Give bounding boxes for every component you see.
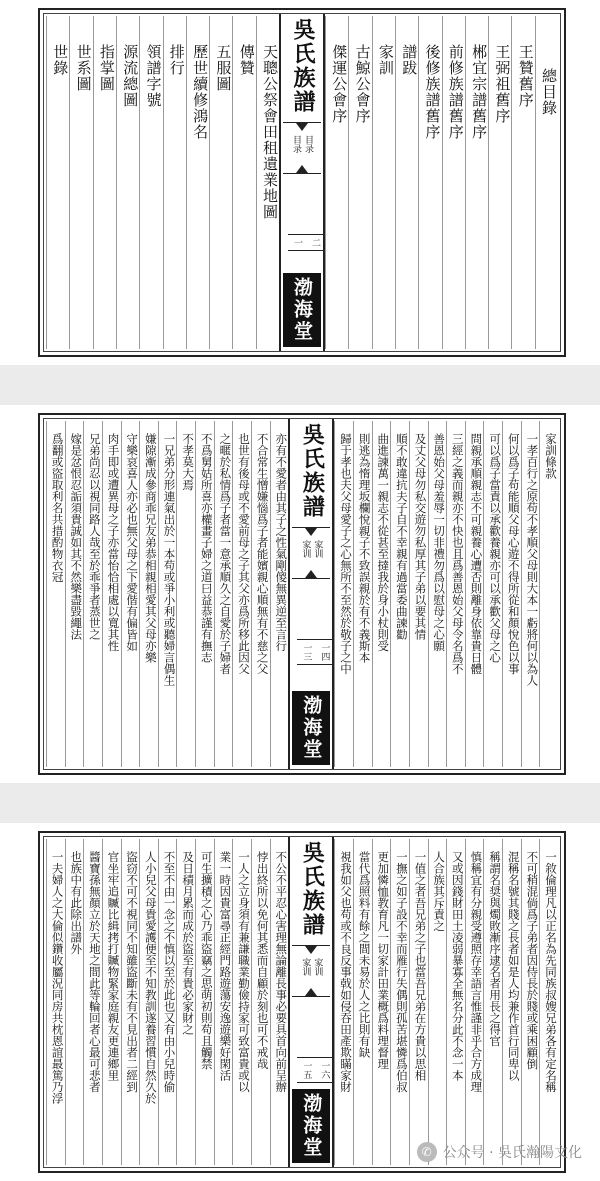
text-column [465, 421, 484, 767]
text-column [158, 421, 177, 767]
column-text: 三經之義而親亦不快也且爲善恩始父母令名爲不 [450, 433, 465, 675]
column-text: 領譜字號 [144, 44, 163, 108]
column-text: 何以爲子苟能順父母心遊不得所從和顏悅色以事 [506, 433, 521, 675]
text-column [139, 839, 158, 1165]
column-text: 也世有後母或不愛前母之子其父亦爲所移此因父 [237, 433, 252, 675]
text-column [418, 16, 441, 349]
column-text: 世錄 [51, 44, 70, 76]
column-text: 歸于孝也夫父母愛子之心無所不至然於敬子之中 [338, 433, 353, 675]
page-border [38, 8, 566, 357]
page-border [38, 413, 566, 775]
column-text: 指掌圖 [97, 44, 116, 92]
text-column [409, 839, 428, 1165]
section-label: 目录 [291, 135, 301, 153]
center-banner [288, 837, 334, 1167]
column-text: 更加憐恤教育凡一切家計田業概爲料理督理 [376, 851, 391, 1070]
text-column [372, 421, 391, 767]
text-column [163, 16, 186, 349]
column-text: 悖出終所以免何其悉而自顧於刻也可不戒哉 [255, 851, 270, 1070]
text-column [428, 421, 447, 767]
text-column [158, 839, 177, 1165]
text-column [93, 16, 116, 349]
text-column [334, 421, 353, 767]
page-number: 二 [306, 234, 324, 251]
text-column [372, 16, 395, 349]
text-column [270, 421, 289, 767]
column-text: 一撫之如子設不幸而雁行失偶則孤苦堪憐爲伯叔 [394, 851, 409, 1093]
column-text: 王弼祖舊序 [493, 44, 512, 124]
text-column [334, 839, 353, 1165]
text-column [428, 839, 447, 1165]
fishtail-top-icon [305, 946, 317, 954]
page-border [38, 831, 566, 1173]
hall-name: 渤海堂 [283, 273, 321, 347]
text-column [502, 421, 521, 767]
column-text: 也族中有此除出譜外 [69, 851, 84, 955]
column-text: 慎稱宜有分親受遵照存幸語言惟謹非乎合方成理 [469, 851, 484, 1093]
page-gap [0, 365, 600, 405]
fishtail-top-icon [305, 528, 317, 536]
column-text: 歷世續修鴻名 [191, 44, 210, 140]
text-column [465, 16, 488, 349]
book-title: 吳氏族譜 [299, 841, 326, 937]
text-column [502, 839, 521, 1165]
page-number: 一六 [315, 1057, 333, 1083]
column-text: 則逃為惰理坂欄悅親子不致誤親於有不義斯本 [357, 433, 372, 663]
section-label: 家训 [312, 540, 323, 558]
text-column [488, 16, 511, 349]
text-column [348, 16, 371, 349]
section-block [292, 527, 330, 579]
column-text: 前修族譜舊序 [446, 44, 465, 140]
fishtail-bottom-icon [305, 570, 317, 578]
page-number: 一四 [315, 639, 333, 665]
watermark-text: 公众号 · 吳氏瀚陽文化 [442, 1145, 582, 1161]
column-text: 可生擴積之心乃乖盜竊之思萌初則苟且觸禁 [199, 851, 214, 1070]
text-column [195, 421, 214, 767]
column-text: 家訓條款 [543, 433, 558, 479]
text-column [539, 839, 558, 1165]
column-text: 之暱於私情爲子者當一意承順久之自愛於子婦者 [218, 433, 233, 675]
column-text: 世系圖 [74, 44, 93, 92]
text-column [409, 421, 428, 767]
text-column [232, 839, 251, 1165]
page-number: 一五 [297, 1057, 315, 1083]
column-text: 人合族其斥責之 [432, 851, 447, 932]
column-text: 可以爲子當責以承歡養親亦可以承歡父母之心 [488, 433, 503, 663]
text-column [139, 16, 162, 349]
text-column [83, 839, 102, 1165]
text-column [102, 421, 121, 767]
column-text: 不至不由一念之不慎以至於此也又有由小兒時偷 [162, 851, 177, 1093]
section-label: 家训 [300, 540, 311, 558]
text-column [121, 839, 140, 1165]
text-column [325, 16, 348, 349]
text-column [209, 16, 232, 349]
column-text: 排行 [167, 44, 186, 76]
column-text: 嫁是忿恨忍詬須貴誠如其不然樂盡毀繩法 [69, 433, 84, 640]
text-column [395, 16, 418, 349]
column-text: 古鯨公會序 [353, 44, 372, 124]
text-column [232, 16, 255, 349]
column-text: 兄弟尚忍以視同路人哉至於乖爭者蒸世之 [87, 433, 102, 640]
text-column [446, 839, 465, 1165]
page-number: 一 [288, 234, 306, 251]
text-column [465, 839, 484, 1165]
text-column [69, 16, 92, 349]
text-column [195, 839, 214, 1165]
watermark [417, 1142, 582, 1162]
text-column [442, 16, 465, 349]
column-text: 譜跋 [400, 44, 419, 76]
column-text: 一人之立身須有兼謙職業勤儉持家可致富貴或以 [237, 851, 252, 1093]
column-text: 當代爲照料有餘之間未易於人之比則有缺 [357, 851, 372, 1058]
section-label: 家训 [312, 958, 323, 976]
column-text: 一值之者吾兄弟之子也當吾兄弟在方貴以思相 [413, 851, 428, 1081]
text-column [46, 421, 65, 767]
text-column [46, 839, 65, 1165]
column-text: 郴宜宗譜舊序 [470, 44, 489, 140]
book-title: 吳氏族譜 [299, 423, 326, 519]
text-column [232, 421, 251, 767]
column-text: 王贊舊序 [516, 44, 535, 108]
column-text: 人小兒父母貴愛護便至不知教訓遂養習慣自然久於 [143, 851, 158, 1104]
column-text: 又或因錢財田土凌弱暴寡全無名分此不念一本 [450, 851, 465, 1081]
column-text: 亦有不愛者由其子之性氣剛傻無異逆至言行 [274, 433, 289, 652]
text-column [446, 421, 465, 767]
column-text: 嫌隙漸成參商乖兄友弟恭相親相愛其父母亦樂 [143, 433, 158, 663]
column-text: 天聰公祭會田租遺業地圖 [260, 44, 279, 220]
column-text: 家訓 [376, 44, 395, 76]
hall-name: 渤海堂 [292, 691, 330, 765]
page-number: 一三 [297, 639, 315, 665]
section-label: 目录 [303, 135, 313, 153]
column-text: 視我如父也苟或不良反事戟如侵吞田產欺瞞家財 [338, 851, 353, 1093]
column-text: 問親承順親志不可親養心遭否則離身依靠貴日體 [469, 433, 484, 675]
column-text: 一孝百行之原苟不孝順父母則大本一虧將何以為人 [525, 433, 540, 686]
genealogy-page-instructions-1 [0, 405, 600, 783]
column-text: 順不敢違抗夫子自不幸親有過當委曲諫勸 [394, 433, 409, 640]
text-column [83, 421, 102, 767]
center-banner [288, 419, 334, 769]
column-text: 一夫婦人之大倫似鑽收屬況同房共枕恩誼最篤乃浮 [50, 851, 65, 1104]
text-column [251, 839, 270, 1165]
text-column [511, 16, 534, 349]
column-text: 不可稍混倘爲子弟者因侍長於賤或乘困顧倒 [525, 851, 540, 1070]
text-column [353, 421, 372, 767]
column-text: 業一時因貴富尋正經門路遊蕩安逸遊樂好閑活 [218, 851, 233, 1081]
text-column [256, 16, 279, 349]
text-column [116, 16, 139, 349]
text-column [102, 839, 121, 1165]
text-column [353, 839, 372, 1165]
section-label: 家训 [300, 958, 311, 976]
text-column [251, 421, 270, 767]
page-gap [0, 783, 600, 823]
wechat-icon: ✆ [417, 1142, 437, 1162]
column-text: 守樂哀喜人亦必也無父母之下愛偕有偏皆如 [125, 433, 140, 652]
text-column [186, 16, 209, 349]
text-column [176, 839, 195, 1165]
text-column [390, 839, 409, 1165]
column-text: 總目錄 [539, 68, 558, 116]
text-column [521, 421, 540, 767]
column-text: 稱謂名奨與燭敗漸序逮名者用長之得官 [488, 851, 503, 1047]
column-text: 五服圖 [214, 44, 233, 92]
fishtail-bottom-icon [296, 165, 308, 173]
column-text: 曲進諫萬一親志不從甚至撻我於身小杖則受 [376, 433, 391, 652]
column-text: 後修族譜舊序 [423, 44, 442, 140]
fishtail-bottom-icon [305, 988, 317, 996]
column-text: 傳贊 [237, 44, 256, 76]
fishtail-top-icon [296, 123, 308, 131]
column-text: 一敘倫理凡以正名為先同族叔嫂兄弟各有定名稱 [543, 851, 558, 1093]
column-text: 不公不平忍心害理無論離長事必要具首向前呈辦 [274, 851, 289, 1093]
text-column [521, 839, 540, 1165]
text-column [483, 421, 502, 767]
column-text: 混稱名號其賤之長者如是人均兼作首行同卑以 [506, 851, 521, 1081]
text-column [214, 421, 233, 767]
hall-name: 渤海堂 [292, 1089, 330, 1163]
column-text: 源流總圖 [121, 44, 140, 108]
column-text: 爲翻或盜取利名共措酌物衣冠 [50, 433, 65, 583]
text-column [176, 421, 195, 767]
column-text: 不合常生憎嫌惱爲子者能嬪親心順無有不慈之父 [255, 433, 270, 675]
column-text: 官坐牢追贓比緝拷打贓物緊家庭親友更連鄉里 [106, 851, 121, 1081]
text-column [483, 839, 502, 1165]
genealogy-page-contents [0, 0, 600, 365]
book-title: 吳氏族譜 [290, 18, 316, 114]
text-column [121, 421, 140, 767]
text-column [139, 421, 158, 767]
text-column [535, 16, 558, 349]
column-text: 不爲舅姑所喜亦權畫子婦之道曰益恭謹有撫志 [199, 433, 214, 663]
column-text: 及日積月累而成於盜至有貴必家財之 [181, 851, 196, 1035]
column-text: 善恩始父母羞辱一切非禮勿爲以慰母之心願 [432, 433, 447, 652]
column-text: 不孝莫大焉 [181, 433, 196, 491]
column-text: 一兄弟分形連氣出於一本苟或爭小利或聽婦言偶生 [162, 433, 177, 686]
column-text: 醬寶孫無顏立於天地之間此等輪回者心最可悲者 [87, 851, 102, 1093]
text-column [65, 839, 84, 1165]
text-column [372, 839, 391, 1165]
column-text: 及丈父母勿私交遊勿私厚其子弟以要其情 [413, 433, 428, 640]
section-block [292, 945, 330, 997]
text-column [65, 421, 84, 767]
column-text: 傑運公會序 [330, 44, 349, 124]
center-banner [279, 14, 325, 351]
section-block [283, 122, 321, 174]
text-column [214, 839, 233, 1165]
column-text: 盜窃不可不視同不知雖盜斷未有不見出者二經到 [125, 851, 140, 1093]
text-column [539, 421, 558, 767]
column-text: 肉手即或遭異母之子亦當怡恰相處以寬其性 [106, 433, 121, 652]
text-column [46, 16, 69, 349]
genealogy-page-instructions-2 [0, 823, 600, 1181]
text-column [270, 839, 289, 1165]
text-column [390, 421, 409, 767]
